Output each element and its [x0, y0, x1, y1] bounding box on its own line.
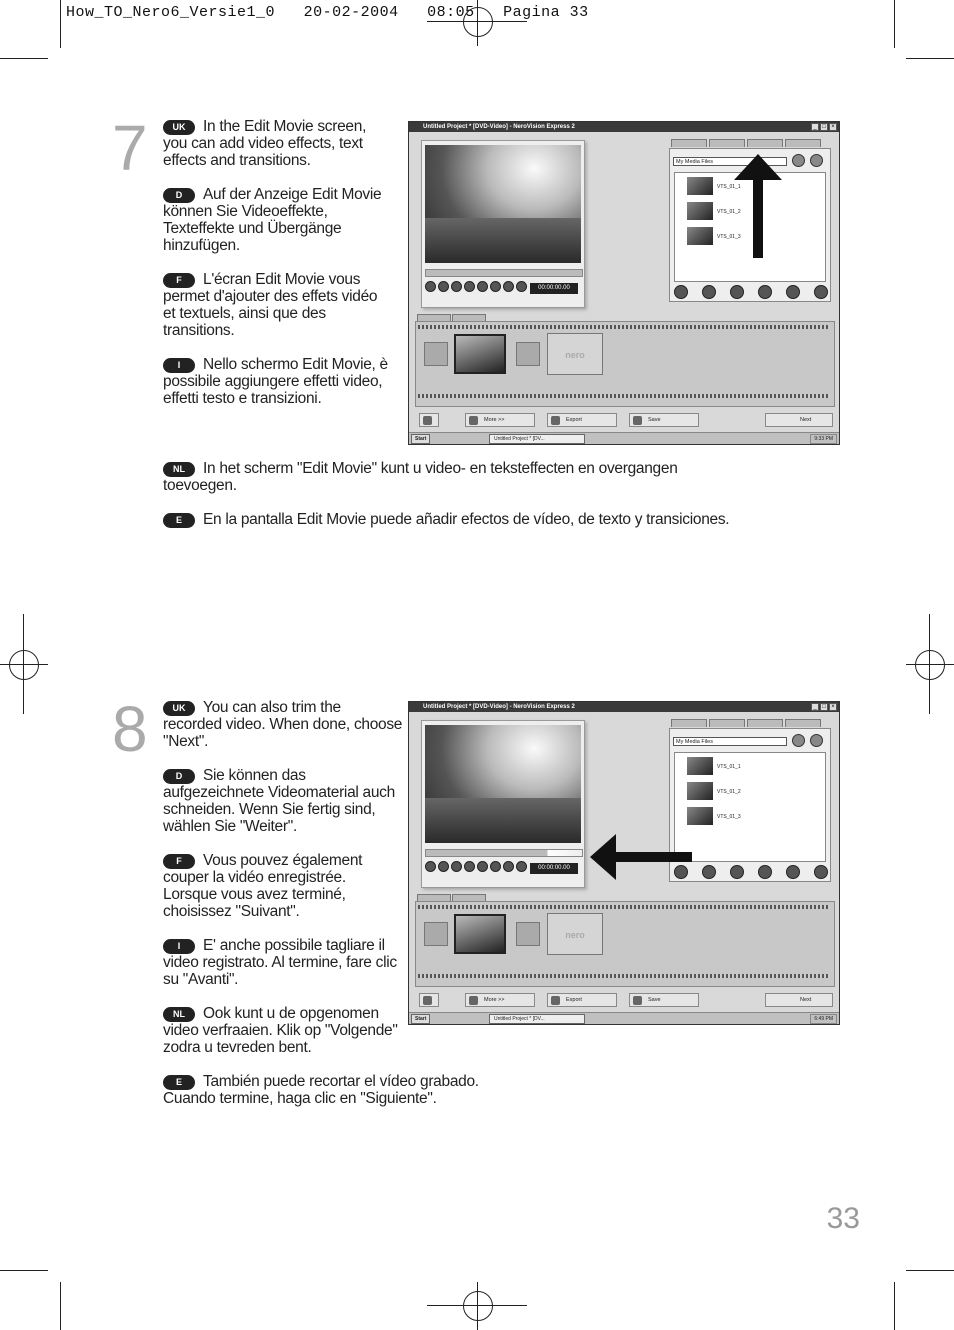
save-icon: [633, 416, 642, 425]
registration-mark: [0, 664, 48, 665]
close-icon[interactable]: ×: [829, 703, 837, 711]
registration-mark: [463, 1291, 493, 1321]
window-titlebar: Untitled Project * [DVD-Video] - NeroVision Express 2: [409, 702, 839, 712]
export-button[interactable]: Export: [547, 413, 617, 427]
time-display: 00:00:00.00: [530, 863, 578, 874]
action-icon[interactable]: [758, 285, 772, 299]
media-label: VTS_01_1: [717, 764, 741, 770]
scrub-bar[interactable]: [425, 269, 583, 277]
prev-icon[interactable]: [451, 281, 462, 292]
crop-mark: [906, 1270, 954, 1271]
stop-icon[interactable]: [438, 861, 449, 872]
delete-icon[interactable]: [503, 281, 514, 292]
crop-mark: [60, 1282, 61, 1330]
save-button[interactable]: Save: [629, 993, 699, 1007]
video-clip[interactable]: [454, 334, 506, 374]
tab-transitions[interactable]: [747, 719, 783, 727]
media-thumbnail[interactable]: [687, 782, 713, 800]
action-icon[interactable]: [674, 285, 688, 299]
media-tabs: [671, 139, 821, 147]
registration-mark: [463, 7, 493, 37]
bottom-toolbar: [415, 412, 833, 428]
crop-mark: [906, 58, 954, 59]
media-thumbnail[interactable]: [687, 177, 713, 195]
crop-mark: [894, 0, 895, 48]
taskbar-item[interactable]: Untitled Project * [DV...: [489, 1014, 585, 1024]
more-button[interactable]: More >>: [465, 413, 535, 427]
next-icon[interactable]: [464, 281, 475, 292]
export-icon: [551, 996, 560, 1005]
trim-icon[interactable]: [490, 861, 501, 872]
help-icon: [423, 996, 432, 1005]
tab-video-effects[interactable]: [671, 139, 707, 147]
registration-mark: [23, 614, 24, 714]
save-icon: [633, 996, 642, 1005]
media-label: VTS_01_2: [717, 789, 741, 795]
filmstrip: [418, 325, 830, 329]
step-number: 7: [112, 112, 148, 184]
registration-mark: [477, 0, 478, 46]
next-button[interactable]: Next: [765, 413, 833, 427]
help-icon: [423, 416, 432, 425]
media-label: VTS_01_1: [717, 184, 741, 190]
play-icon[interactable]: [425, 861, 436, 872]
paragraph-uk: UK In the Edit Movie screen, you can add video effects, text effects and transitions.: [163, 118, 367, 169]
trim-icon[interactable]: [490, 281, 501, 292]
media-button[interactable]: [810, 734, 823, 747]
transition-slot[interactable]: [516, 342, 540, 366]
action-icon[interactable]: [730, 285, 744, 299]
action-icon[interactable]: [786, 865, 800, 879]
filmstrip: [418, 974, 830, 978]
add-icon[interactable]: [814, 285, 828, 299]
step-7-wide-text: [163, 460, 753, 545]
stop-icon[interactable]: [438, 281, 449, 292]
close-icon[interactable]: ×: [829, 123, 837, 131]
media-label: VTS_01_2: [717, 209, 741, 215]
tab-text-effects[interactable]: [709, 139, 745, 147]
scrub-bar[interactable]: [425, 849, 583, 857]
taskbar-clock: 9:33 PM: [810, 434, 837, 444]
paragraph-nl: NL In het scherm "Edit Movie" kunt u video- en teksteffecten en overgangen toevoegen.: [163, 460, 678, 494]
help-button[interactable]: [419, 993, 439, 1007]
maximize-icon[interactable]: □: [820, 123, 828, 131]
paragraph-e: E También puede recortar el vídeo grabado. Cuando termine, haga clic en "Siguiente".: [163, 1073, 479, 1107]
taskbar-item[interactable]: Untitled Project * [DV...: [489, 434, 585, 444]
registration-mark: [9, 650, 39, 680]
paragraph-d: D Sie können das aufgezeichnete Videomaterial auch schneiden. Wenn Sie fertig sind, wählen Sie "Weiter".: [163, 767, 395, 835]
save-button[interactable]: Save: [629, 413, 699, 427]
window-controls: [811, 123, 837, 131]
crop-mark: [894, 1282, 895, 1330]
media-label: VTS_01_3: [717, 234, 741, 240]
playback-controls: [425, 861, 527, 872]
window-titlebar: Untitled Project * [DVD-Video] - NeroVision Express 2: [409, 122, 839, 132]
export-button[interactable]: Export: [547, 993, 617, 1007]
tab-transitions[interactable]: [747, 139, 783, 147]
media-label: VTS_01_3: [717, 814, 741, 820]
media-thumbnail[interactable]: [687, 227, 713, 245]
check-icon[interactable]: [516, 281, 527, 292]
storyboard: [415, 901, 835, 987]
video-preview-panel: [421, 140, 585, 308]
tab-video-effects[interactable]: [671, 719, 707, 727]
filmstrip: [418, 394, 830, 398]
paragraph-f: F L'écran Edit Movie vous permet d'ajouter des effets vidéo et textuels, ainsi que des transitions.: [163, 271, 378, 339]
paragraph-i: I E' anche possibile tagliare il video registrato. Al termine, fare clic su "Avanti".: [163, 937, 397, 988]
tab-media[interactable]: [785, 719, 821, 727]
play-icon[interactable]: [425, 281, 436, 292]
more-button[interactable]: More >>: [465, 993, 535, 1007]
media-thumbnail[interactable]: [687, 757, 713, 775]
action-icon[interactable]: [702, 285, 716, 299]
media-button[interactable]: [792, 154, 805, 167]
media-list: [674, 752, 826, 862]
minimize-icon[interactable]: _: [811, 703, 819, 711]
action-icon[interactable]: [786, 285, 800, 299]
media-thumbnail[interactable]: [687, 807, 713, 825]
start-button[interactable]: Start: [411, 434, 430, 444]
next-button[interactable]: Next: [765, 993, 833, 1007]
media-panel: [669, 728, 831, 882]
video-clip[interactable]: [454, 914, 506, 954]
transition-slot[interactable]: [516, 922, 540, 946]
time-display: 00:00:00.00: [530, 283, 578, 294]
transition-slot[interactable]: [424, 922, 448, 946]
crop-mark: [0, 1270, 48, 1271]
more-icon: [469, 996, 478, 1005]
paragraph-nl: NL Ook kunt u de opgenomen video verfraaien. Klik op "Volgende" zodra u tevreden bent.: [163, 1005, 398, 1056]
media-dropdown[interactable]: My Media Files: [673, 157, 787, 166]
playback-controls: [425, 281, 527, 292]
media-button[interactable]: [810, 154, 823, 167]
paragraph-e: E En la pantalla Edit Movie puede añadir efectos de vídeo, de texto y transiciones.: [163, 511, 753, 528]
paragraph-f: F Vous pouvez également couper la vidéo enregistrée. Lorsque vous avez terminé, choisissez "Suivant".: [163, 852, 363, 920]
paragraph-d: D Auf der Anzeige Edit Movie können Sie Videoeffekte, Texteffekte und Übergänge hinzufügen.: [163, 186, 382, 254]
next-icon[interactable]: [464, 861, 475, 872]
start-button[interactable]: Start: [411, 1014, 430, 1024]
empty-clip-slot[interactable]: nero: [547, 333, 603, 375]
taskbar: [409, 1012, 839, 1024]
minimize-icon[interactable]: _: [811, 123, 819, 131]
action-icon[interactable]: [758, 865, 772, 879]
empty-clip-slot[interactable]: nero: [547, 913, 603, 955]
video-frame: [425, 145, 581, 263]
step-7-text: [163, 118, 393, 424]
split-icon[interactable]: [477, 861, 488, 872]
taskbar-clock: 6:49 PM: [810, 1014, 837, 1024]
registration-mark: [915, 650, 945, 680]
help-button[interactable]: [419, 413, 439, 427]
split-icon[interactable]: [477, 281, 488, 292]
video-frame: [425, 725, 581, 843]
delete-icon[interactable]: [503, 861, 514, 872]
paragraph-i: I Nello schermo Edit Movie, è possibile aggiungere effetti video, effetti testo e transizioni.: [163, 356, 388, 407]
bottom-toolbar: [415, 992, 833, 1008]
storyboard: [415, 321, 835, 407]
tab-text-effects[interactable]: [709, 719, 745, 727]
arrow-up-icon: [732, 154, 784, 258]
crop-mark: [60, 0, 61, 48]
media-button[interactable]: [792, 734, 805, 747]
media-dropdown[interactable]: My Media Files: [673, 737, 787, 746]
media-actions: [674, 285, 828, 299]
action-icon[interactable]: [702, 865, 716, 879]
paragraph-uk: UK You can also trim the recorded video. When done, choose "Next".: [163, 699, 403, 750]
registration-mark: [929, 614, 930, 714]
video-preview-panel: [421, 720, 585, 888]
registration-mark: [906, 664, 954, 665]
filmstrip: [418, 905, 830, 909]
arrow-left-icon: [590, 834, 692, 880]
step-number: 8: [112, 693, 148, 765]
action-icon[interactable]: [730, 865, 744, 879]
media-actions: [674, 865, 828, 879]
media-thumbnail[interactable]: [687, 202, 713, 220]
prev-icon[interactable]: [451, 861, 462, 872]
more-icon: [469, 416, 478, 425]
media-tabs: [671, 719, 821, 727]
export-icon: [551, 416, 560, 425]
registration-mark: [477, 1282, 478, 1330]
tab-media[interactable]: [785, 139, 821, 147]
page-number: 33: [826, 1202, 860, 1235]
crop-mark: [0, 58, 48, 59]
maximize-icon[interactable]: □: [820, 703, 828, 711]
add-icon[interactable]: [814, 865, 828, 879]
taskbar: [409, 432, 839, 444]
check-icon[interactable]: [516, 861, 527, 872]
transition-slot[interactable]: [424, 342, 448, 366]
print-header: How_TO_Nero6_Versie1_0 20-02-2004 08:05 Pagina 33: [66, 4, 589, 21]
window-controls: [811, 703, 837, 711]
